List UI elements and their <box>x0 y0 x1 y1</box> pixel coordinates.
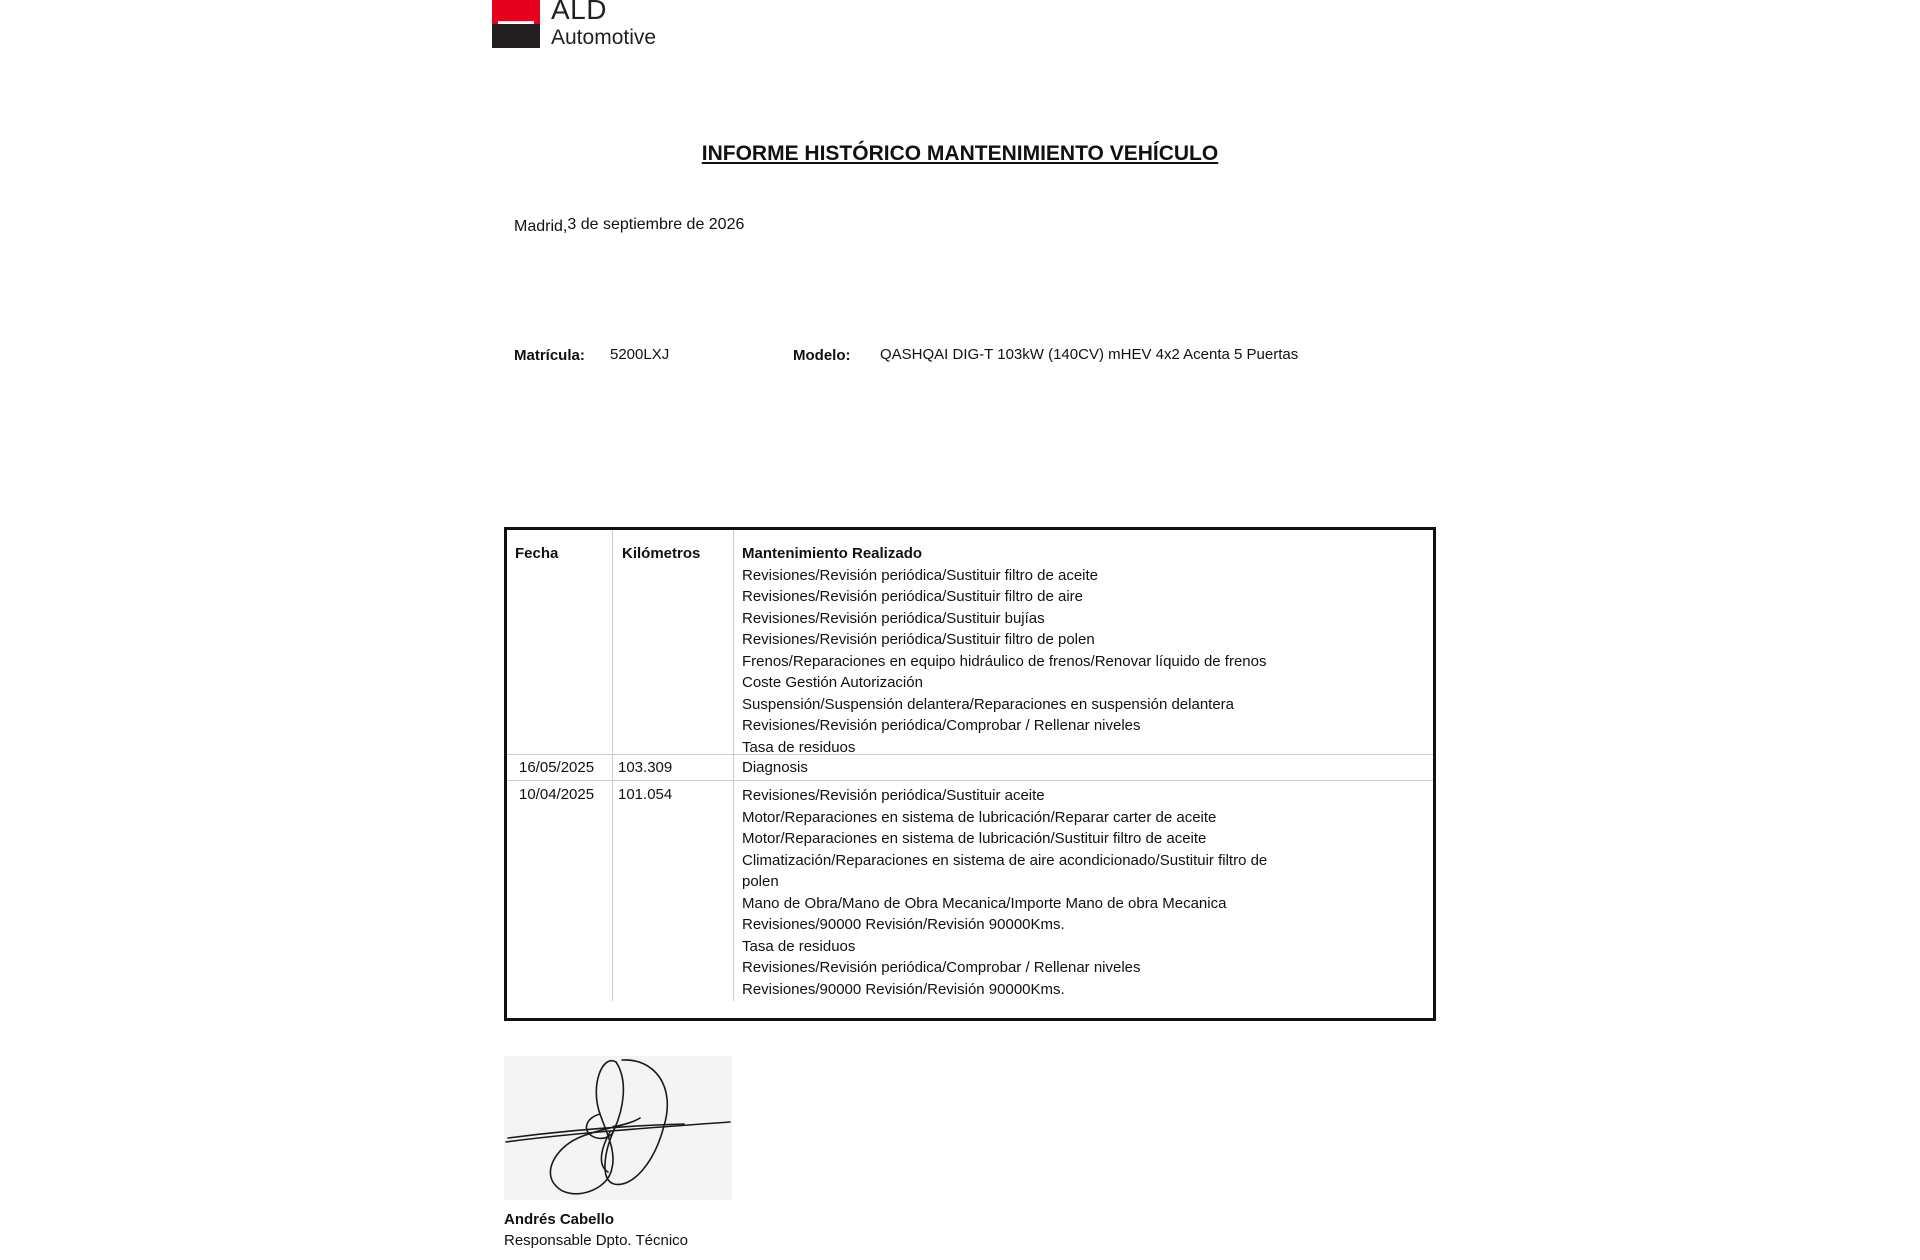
maintenance-item: Suspensión/Suspensión delantera/Reparaciones en suspensión delantera <box>742 695 1235 713</box>
maintenance-item: polen <box>742 873 779 890</box>
maintenance-item: Diagnosis <box>742 759 808 776</box>
maintenance-item: Tasa de residuos <box>742 738 856 756</box>
maintenance-item: Revisiones/90000 Revisión/Revisión 90000Kms. <box>742 916 1065 933</box>
row-divider <box>507 780 1433 781</box>
plate-value: 5200LXJ <box>610 346 670 363</box>
maintenance-item: Climatización/Reparaciones en sistema de aire acondicionado/Sustituir filtro de <box>742 851 1268 869</box>
signature-icon <box>504 1056 732 1200</box>
maintenance-item: Motor/Reparaciones en sistema de lubricación/Sustituir filtro de aceite <box>742 830 1207 847</box>
logo-sub-text: Automotive <box>551 26 657 49</box>
signer-role: Responsable Dpto. Técnico <box>504 1232 688 1249</box>
maintenance-item: Tasa de residuos <box>742 937 856 955</box>
row-km: 101.054 <box>618 786 673 803</box>
table-row <box>742 785 1267 1000</box>
signer-name: Andrés Cabello <box>504 1211 615 1228</box>
maintenance-item: Revisiones/Revisión periódica/Comprobar / Rellenar niveles <box>742 717 1141 734</box>
maintenance-item: Revisiones/Revisión periódica/Sustituir filtro de polen <box>742 631 1095 648</box>
row-date: 10/04/2025 <box>519 786 595 803</box>
table-row <box>742 543 1267 758</box>
maintenance-item: Motor/Reparaciones en sistema de lubricación/Reparar carter de aceite <box>742 808 1217 826</box>
maintenance-item: Revisiones/Revisión periódica/Sustituir filtro de aceite <box>742 566 1099 584</box>
model-value: QASHQAI DIG-T 103kW (140CV) mHEV 4x2 Acenta 5 Puertas <box>880 346 1299 363</box>
header-fecha: Fecha <box>515 545 559 562</box>
document-title: INFORME HISTÓRICO MANTENIMIENTO VEHÍCULO <box>701 142 1219 165</box>
company-logo <box>492 0 672 50</box>
signature-image <box>504 1056 732 1200</box>
maintenance-item: Revisiones/90000 Revisión/Revisión 90000Kms. <box>742 980 1065 998</box>
row-date: 16/05/2025 <box>519 759 595 776</box>
header-mantenimiento: Mantenimiento Realizado <box>742 545 923 562</box>
maintenance-item: Mano de Obra/Mano de Obra Mecanica/Importe Mano de obra Mecanica <box>742 894 1227 912</box>
maintenance-item: Revisiones/Revisión periódica/Sustituir aceite <box>742 787 1045 804</box>
row-km: 103.309 <box>618 759 673 776</box>
plate-label: Matrícula: <box>514 347 585 364</box>
column-divider <box>612 530 613 1001</box>
place-text: Madrid, <box>514 218 568 235</box>
model-label: Modelo: <box>793 347 851 364</box>
maintenance-item: Coste Gestión Autorización <box>742 674 923 691</box>
maintenance-item: Frenos/Reparaciones en equipo hidráulico de frenos/Renovar líquido de frenos <box>742 652 1267 670</box>
maintenance-item: Revisiones/Revisión periódica/Sustituir filtro de aire <box>742 588 1083 605</box>
maintenance-table <box>504 527 1436 1021</box>
column-divider <box>733 530 734 1001</box>
maintenance-item: Revisiones/Revisión periódica/Sustituir bujías <box>742 609 1045 627</box>
logo-brand-text: ALD <box>551 0 607 25</box>
maintenance-item: Revisiones/Revisión periódica/Comprobar / Rellenar niveles <box>742 959 1141 976</box>
header-kilometros: Kilómetros <box>622 545 701 562</box>
date-text: 3 de septiembre de 2026 <box>567 216 745 233</box>
table-row <box>742 757 808 779</box>
place-date-line <box>514 216 744 234</box>
logo-mark-icon <box>492 0 540 48</box>
